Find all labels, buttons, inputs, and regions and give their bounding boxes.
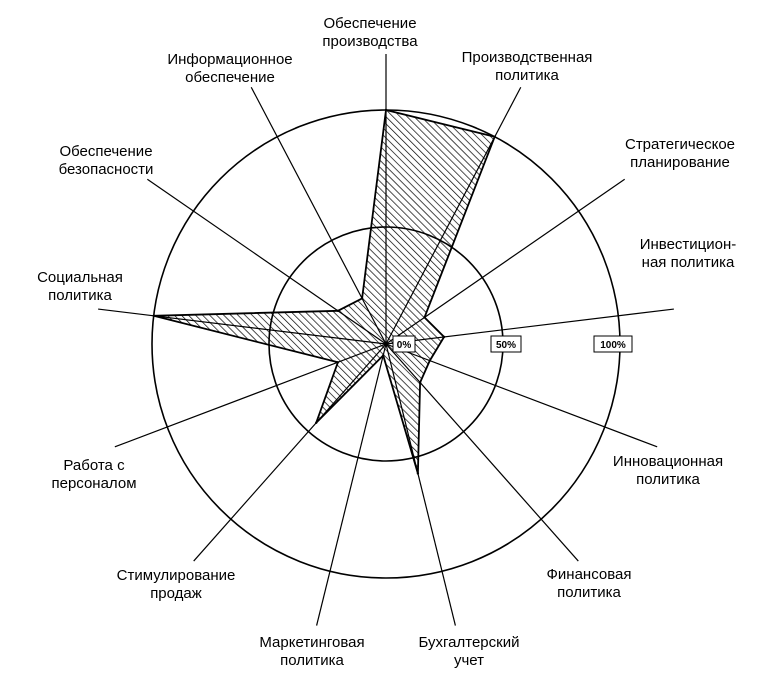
category-label-1 [462, 49, 593, 84]
category-label-11 [59, 143, 154, 178]
ring-label-1 [491, 336, 521, 352]
category-label-4-line-1: политика [636, 471, 700, 488]
category-label-2-line-1: планирование [630, 154, 730, 171]
category-label-10-line-1: политика [48, 287, 112, 304]
category-label-7 [259, 634, 364, 669]
category-label-7-line-1: политика [280, 652, 344, 669]
category-label-3-line-0: Инвестицион- [639, 236, 737, 253]
category-label-9 [51, 457, 136, 492]
data-point-8 [315, 422, 317, 424]
category-label-5-line-1: политика [557, 584, 621, 601]
ring-label-text-0: 0% [396, 340, 412, 351]
category-label-2 [625, 136, 735, 171]
ring-label-text-1: 50% [495, 340, 517, 351]
category-label-6-line-0: Бухгалтерский [418, 634, 520, 651]
category-label-9-line-0: Работа с [63, 457, 125, 474]
category-label-8-line-0: Стимулирование [116, 567, 236, 584]
ring-label-text-2: 100% [600, 340, 626, 351]
category-label-3 [640, 236, 737, 271]
data-point-10 [153, 315, 155, 317]
category-label-11-line-1: безопасности [58, 161, 154, 178]
category-label-4 [613, 453, 723, 488]
category-label-0-line-0: Обеспечение [323, 15, 417, 32]
category-label-12 [167, 51, 292, 86]
category-label-5 [547, 566, 632, 601]
category-label-10-line-0: Социальная [37, 269, 123, 286]
category-label-3-line-1: ная политика [641, 254, 735, 271]
data-point-2 [423, 316, 425, 318]
data-point-5 [419, 381, 421, 383]
category-label-1-line-1: политика [495, 67, 559, 84]
category-label-6-line-1: учет [453, 652, 485, 669]
category-label-0 [322, 15, 418, 50]
data-point-7 [382, 354, 384, 356]
category-label-7-line-0: Маркетинговая [259, 634, 365, 651]
data-point-3 [443, 336, 445, 338]
data-point-9 [337, 361, 339, 363]
data-point-4 [429, 359, 431, 361]
data-polygon [154, 110, 495, 474]
category-label-11-line-0: Обеспечение [59, 143, 153, 160]
category-label-2-line-0: Стратегическое [624, 136, 736, 153]
category-label-4-line-0: Инновационная [612, 453, 724, 470]
ring-label-2 [594, 336, 632, 352]
category-label-12-line-0: Информационное [167, 51, 293, 68]
category-label-6 [419, 634, 520, 669]
category-label-9-line-1: персоналом [51, 475, 137, 492]
category-label-1-line-0: Производственная [461, 49, 593, 66]
category-label-0-line-1: производства [322, 33, 418, 50]
category-label-8 [117, 567, 236, 602]
category-label-10 [37, 269, 123, 304]
category-label-5-line-0: Финансовая [546, 566, 632, 583]
data-point-12 [361, 297, 363, 299]
data-point-1 [494, 136, 496, 138]
category-label-12-line-1: обеспечение [185, 69, 275, 86]
ring-label-0 [393, 336, 415, 352]
data-point-11 [337, 310, 339, 312]
category-label-8-line-1: продаж [150, 585, 202, 602]
data-point-0 [385, 109, 387, 111]
data-point-6 [417, 472, 419, 474]
